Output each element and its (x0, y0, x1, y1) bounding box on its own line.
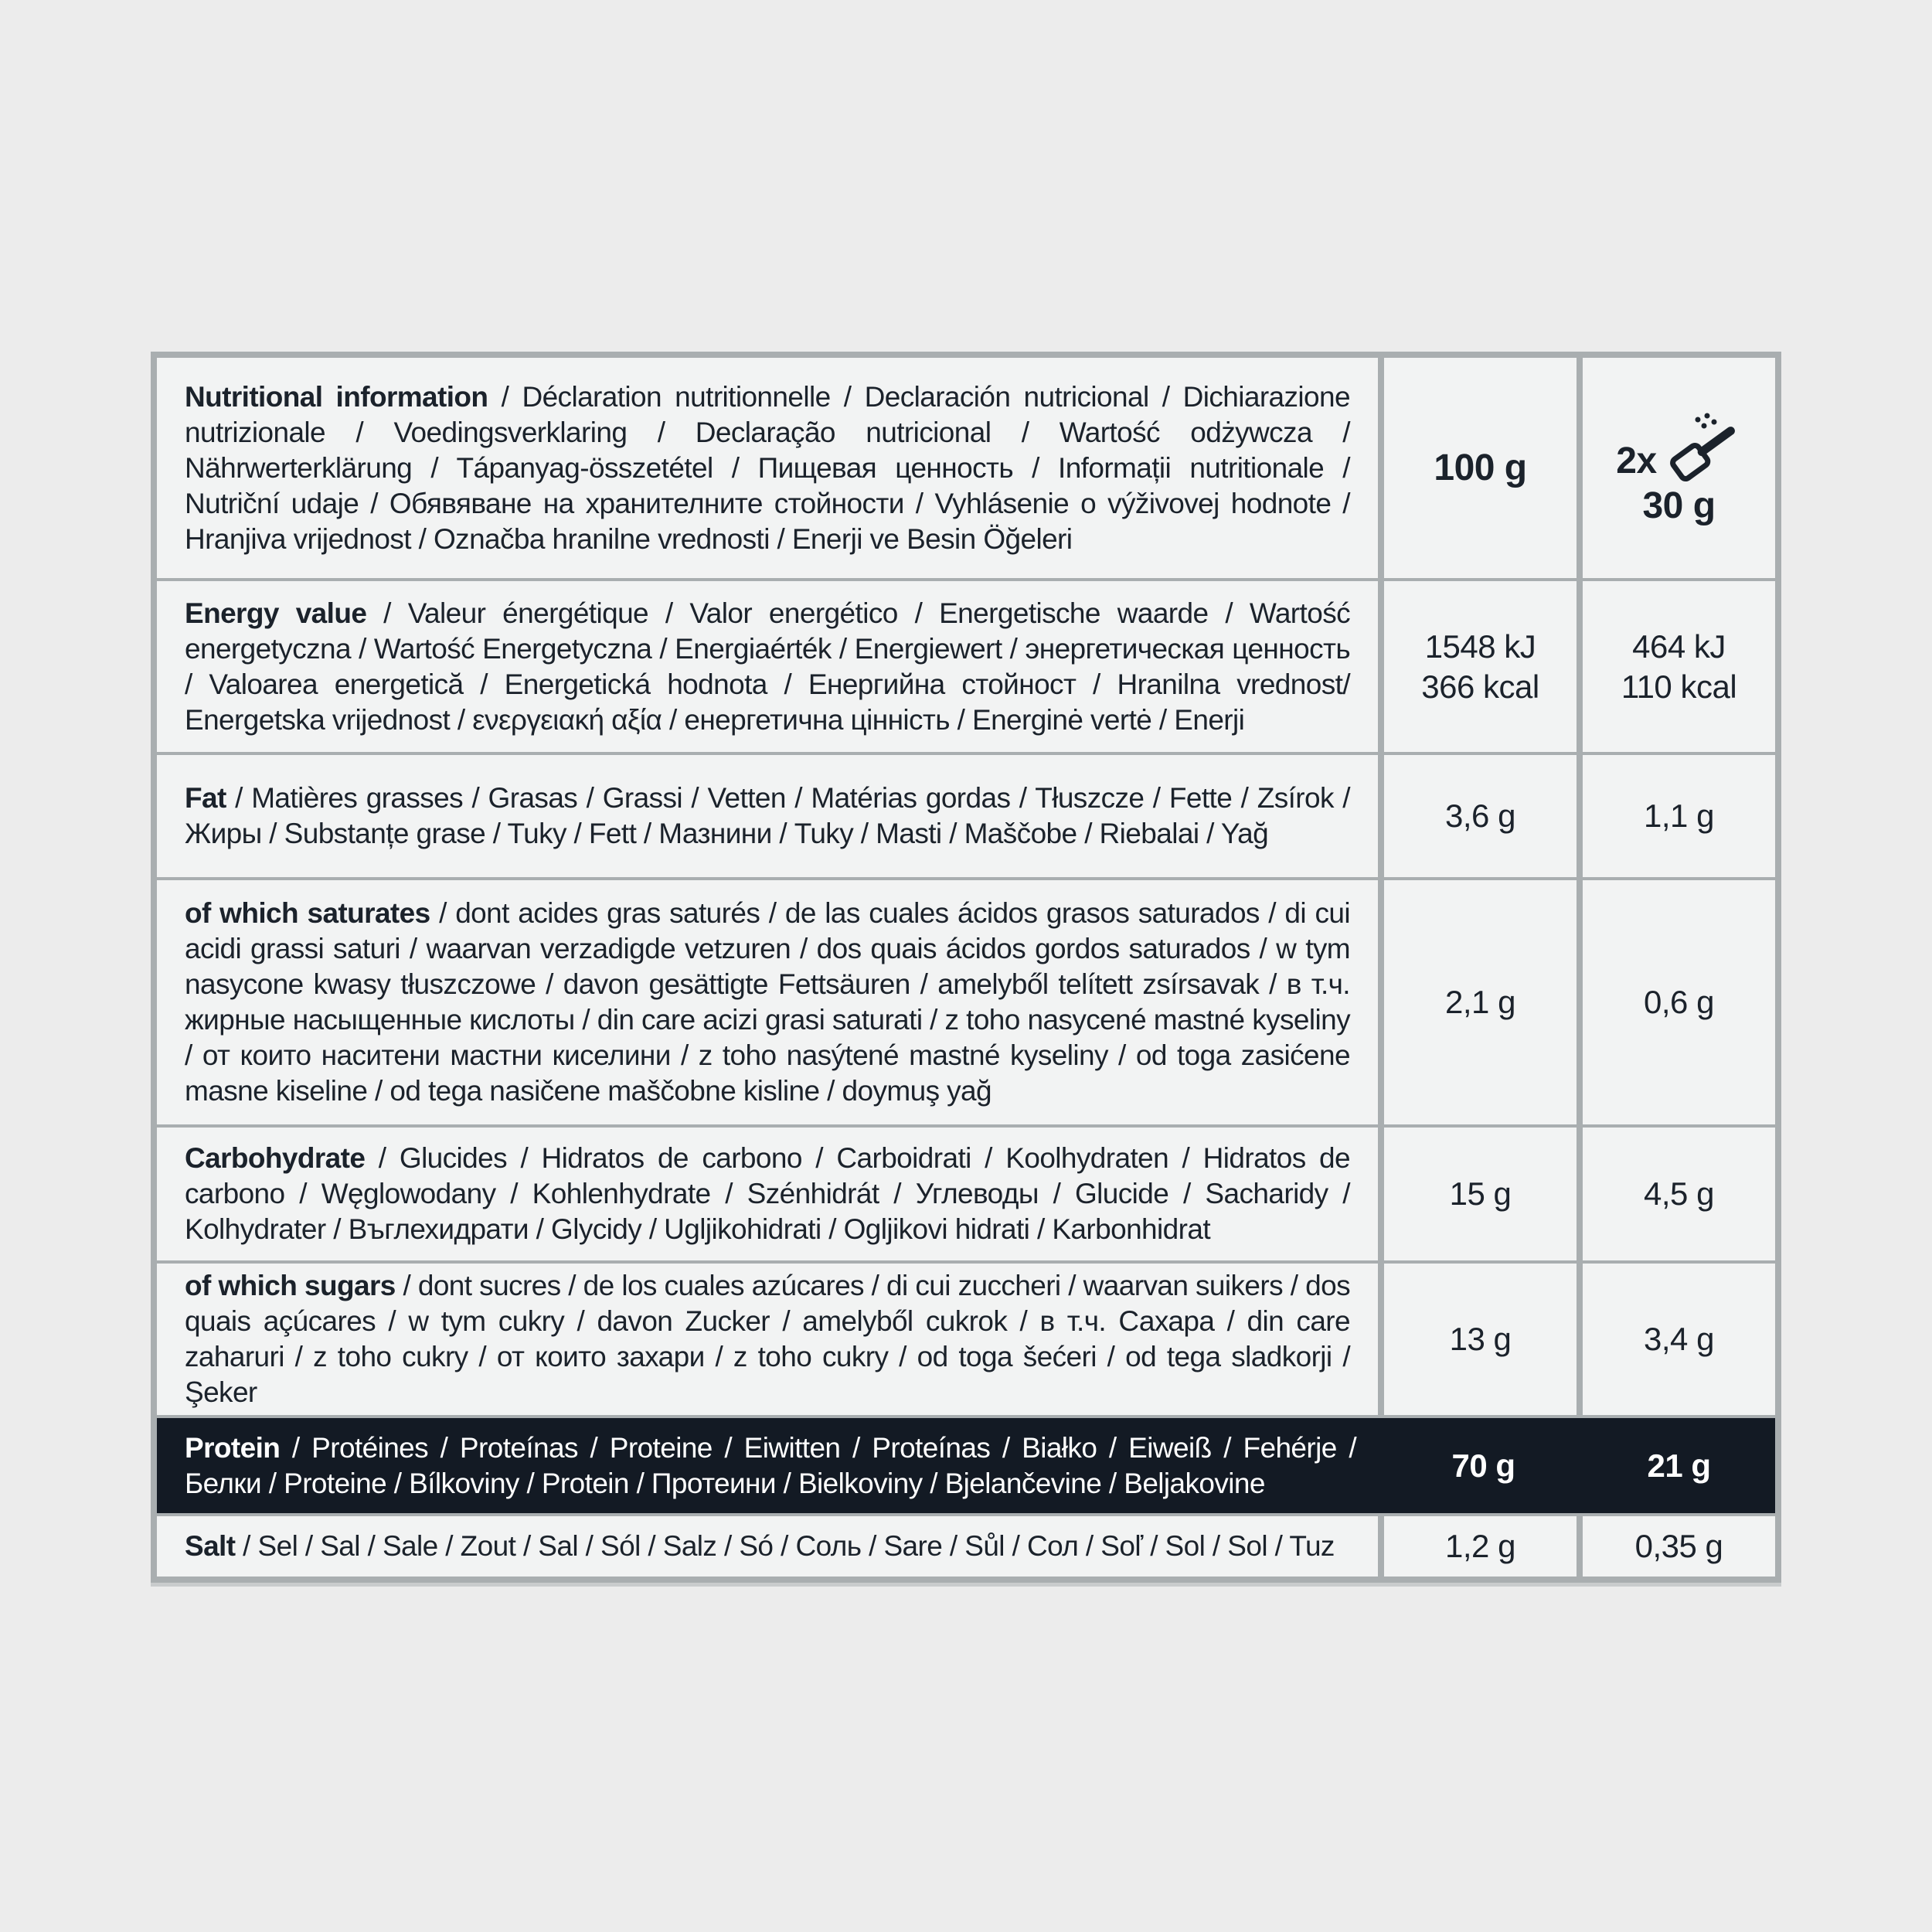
row-protein-value-30g: 21 g (1647, 1447, 1711, 1484)
header-100g-cell (1384, 358, 1577, 578)
row-fat-label-cell (157, 755, 1378, 877)
row-saturates-value-30g: 0,6 g (1583, 880, 1775, 1124)
header-title-bold: Nutritional information (185, 380, 488, 413)
row-saturates-label-rest: / dont acides gras saturés / de las cuales ácidos grasos saturados / di cui acidi grassi saturi / waarvan verzadigde vetzuren / dos quais ácidos gordos saturados / w tym nasycone kwasy tłuszczowe / davon gesättigte Fettsäuren / amelyből telített zsírsavak / в т.ч. жирные насыщенные кислоты / din care acizi grasi saturati / z toho nasycené mastné kyseliny / от които наситени мастни киселини / z toho nasýtené mastné kyseliny / od toga zasićene masne kiseline / od tega nasičene maščobne kisline / doymuş yağ (185, 897, 1350, 1107)
scoop-icon (1662, 409, 1742, 483)
row-fat-value-100g: 3,6 g (1384, 755, 1577, 877)
row-sugars-value-100g: 13 g (1384, 1264, 1577, 1415)
row-fat-label-rest: / Matières grasses / Grasas / Grassi / Vetten / Matérias gordas / Tłuszcze / Fette / Zsírok / Жиры / Substanțe grase / Tuky / Fett / Мазнини / Tuky / Masti / Maščobe / Riebalai / Yağ (185, 782, 1350, 849)
row-energy-value-100g: 1548 kJ 366 kcal (1384, 581, 1577, 752)
row-saturates-label-cell (157, 880, 1378, 1124)
row-protein-value-100g: 70 g (1451, 1447, 1515, 1484)
row-protein-label-cell (157, 1418, 1384, 1513)
header-serving-line (1616, 409, 1741, 483)
row-protein-label-rest: / Protéines / Proteínas / Proteine / Eiwitten / Proteínas / Białko / Eiweiß / Fehérje / Белки / Proteine / Bílkoviny / Protein / Протеини / Bielkoviny / Bjelančevine / Beljakovine (185, 1431, 1356, 1499)
row-sugars-label-rest: / dont sucres / de los cuales azúcares / di cui zuccheri / waarvan suikers / dos quais açúcares / w tym cukry / davon Zucker / amelyből cukrok / в т.ч. Сахара / din care zaharuri / z toho cukry / от които захари / z toho cukry / od toga šećeri / od tega sladkorji / Şeker (185, 1270, 1350, 1408)
row-fat-label-bold: Fat (185, 782, 226, 814)
header-title-rest: / Déclaration nutritionnelle / Declaración nutricional / Dichiarazione nutrizionale / Voedingsverklaring / Declaração nutricional / Wartość odżywcza / Nährwerterklärung / Tápanyag-összetétel / Пищевая ценность / Informații nutritionale / Nutriční udaje / Обявяване на хранителните стойности / Vyhlásenie o výživovej hodnote / Hranjiva vrijednost / Označba hranilne vrednosti / Enerji ve Besin Öğeleri (185, 380, 1350, 555)
row-carbohydrate-label-rest: / Glucides / Hidratos de carbono / Carboidrati / Koolhydraten / Hidratos de carbono / Węglowodany / Kohlenhydrate / Szénhidrát / Углеводы / Glucide / Sacharidy / Kolhydrater / Въглехидрати / Glycidy / Ugljikohidrati / Ogljikovi hidrati / Karbonhidrat (185, 1142, 1350, 1245)
row-salt-label-cell (157, 1516, 1378, 1577)
row-energy-label-bold: Energy value (185, 597, 367, 629)
row-salt-label-bold: Salt (185, 1530, 236, 1562)
header-100g-label: 100 g (1434, 447, 1527, 488)
row-sugars-value-30g: 3,4 g (1583, 1264, 1775, 1415)
row-fat-value-30g: 1,1 g (1583, 755, 1775, 877)
nutrition-table (151, 352, 1781, 1583)
row-saturates-label-bold: of which saturates (185, 897, 430, 929)
row-energy-value-30g: 464 kJ 110 kcal (1583, 581, 1775, 752)
row-protein-highlight-band (157, 1418, 1775, 1513)
header-title-cell (157, 358, 1378, 578)
row-salt-value-30g: 0,35 g (1583, 1516, 1775, 1577)
row-sugars-label-cell (157, 1264, 1378, 1415)
row-carbohydrate-value-100g: 15 g (1384, 1128, 1577, 1260)
row-salt-label-rest: / Sel / Sal / Sale / Zout / Sal / Sól / Salz / Só / Соль / Sare / Sůl / Сол / Soľ / Sol / Sol / Tuz (235, 1530, 1335, 1562)
row-saturates-value-100g: 2,1 g (1384, 880, 1577, 1124)
row-carbohydrate-label-cell (157, 1128, 1378, 1260)
row-salt-value-100g: 1,2 g (1384, 1516, 1577, 1577)
row-energy-label-rest: / Valeur énergétique / Valor energético / Energetische waarde / Wartość energetyczna / Wartość Energetyczna / Energiaérték / Energiewert / энергетическая ценность / Valoarea energetică / Energetická hodnota / Енергийна стойност / Hranilna vrednost/ Energetska vrijednost / ενεργειακή αξία / енергетична цінність / Energinė vertė / Enerji (185, 597, 1350, 736)
row-protein-label-bold: Protein (185, 1431, 281, 1464)
header-serving-amount: 30 g (1642, 485, 1716, 526)
header-30g-cell (1583, 358, 1775, 578)
row-energy-label-cell (157, 581, 1378, 752)
row-carbohydrate-value-30g: 4,5 g (1583, 1128, 1775, 1260)
row-carbohydrate-label-bold: Carbohydrate (185, 1142, 366, 1174)
row-sugars-label-bold: of which sugars (185, 1270, 396, 1301)
header-title (185, 379, 1350, 557)
header-serving-prefix: 2x (1616, 440, 1657, 481)
